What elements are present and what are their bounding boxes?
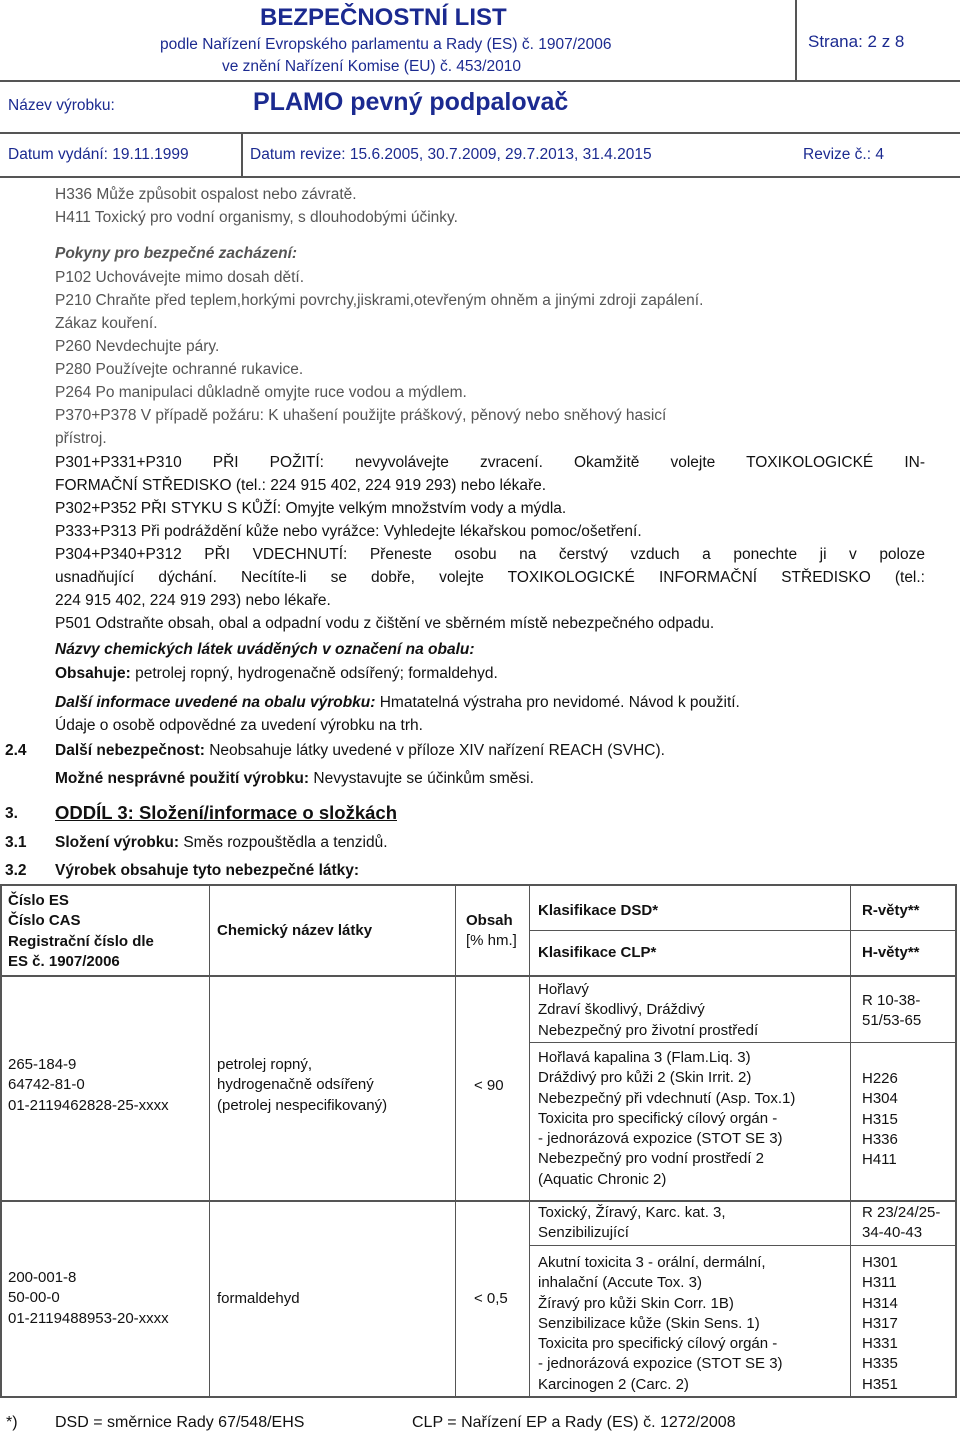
amendment-line: ve znění Nařízení Komise (EU) č. 453/2010 (222, 58, 521, 75)
statement-p264: P264 Po manipulaci důkladně omyjte ruce vodou a mýdlem. (55, 384, 467, 401)
statement-p302: P302+P352 PŘI STYKU S KŮŽÍ: Omyjte velkým množstvím vody a mýdla. (55, 500, 567, 517)
other-info-text: Hmatatelná výstraha pro nevidomé. Návod k použití. (379, 694, 740, 711)
revision-number: Revize č.: 4 (803, 146, 884, 163)
section-3-1-line (55, 834, 388, 852)
section-2-4-label: Další nebezpečnost: (55, 742, 205, 759)
statement-p370: P370+P378 V případě požáru: K uhašení použijte práškový, pěnový nebo sněhový hasicí (55, 407, 667, 424)
header-content: Obsah [% hm.] (466, 912, 517, 950)
contains-label: Obsahuje: (55, 665, 131, 682)
table-row-1-dsd: Hořlavý Zdraví škodlivý, Dráždivý Nebezpečný pro životní prostředí (538, 981, 759, 1039)
section-3-number: 3. (5, 805, 18, 822)
section-3-title-line (55, 802, 397, 824)
table-row-2-dsd: Toxický, Žíravý, Karc. kat. 3, Senzibilizující (538, 1204, 726, 1242)
statement-p260: P260 Nevdechujte páry. (55, 338, 220, 355)
statement-p304-cont: usnadňující dýchání. Necítíte-li se dobře, volejte TOXIKOLOGICKÉ INFORMAČNÍ STŘEDISKO (tel.: (55, 569, 925, 586)
section-3-1-text: Směs rozpouštědla a tenzidů. (183, 834, 388, 851)
statement-p210: P210 Chraňte před teplem,horkými povrchy,jiskrami,otevřeným ohněm a jinými zdroji zapálení. (55, 292, 704, 309)
issue-date: Datum vydání: 19.11.1999 (8, 146, 189, 163)
header-chemical-name: Chemický název látky (217, 922, 373, 939)
statement-h411: H411 Toxický pro vodní organismy, s dlouhodobými účinky. (55, 209, 458, 226)
table-row-1-ids: 265-184-9 64742-81-0 01-2119462828-25-xxxx (8, 1056, 169, 1114)
misuse-label: Možné nesprávné použití výrobku: (55, 770, 310, 787)
misuse-line (55, 770, 534, 788)
section-3-1-number: 3.1 (5, 834, 27, 851)
section-2-4-number: 2.4 (5, 742, 27, 759)
contains-text: petrolej ropný, hydrogenačně odsířený; formaldehyd. (135, 665, 498, 682)
statement-p501: P501 Odstraňte obsah, obal a odpadní vodu z čištění ve sběrném místě nebezpečného odpadu. (55, 615, 715, 632)
footnote-mark: *) (6, 1414, 18, 1431)
header-r-phrases: R-věty** (862, 902, 920, 919)
statement-p102: P102 Uchovávejte mimo dosah dětí. (55, 269, 304, 286)
table-row-1-clp: Hořlavá kapalina 3 (Flam.Liq. 3) Dráždivý pro kůži 2 (Skin Irrit. 2) Nebezpečný při vdechnutí (Asp. Tox.1) Toxicita pro specifický cílový orgán - - jednorázová expozice (STOT SE 3) Nebezpečný pro vodní prostředí 2 (Aquatic Chronic 2) (538, 1049, 796, 1188)
other-info-line (55, 694, 740, 712)
page-number: Strana: 2 z 8 (808, 32, 905, 51)
contains-line (55, 665, 498, 683)
precaution-heading: Pokyny pro bezpečné zacházení: (55, 245, 298, 262)
header-ids: Číslo ES Číslo CAS Registrační číslo dle ES č. 1907/2006 (8, 892, 154, 970)
statement-p210-cont: Zákaz kouření. (55, 315, 158, 332)
table-row-2-clp: Akutní toxicita 3 - orální, dermální, inhalační (Accute Tox. 3) Žíravý pro kůži Skin Corr. 1B) Senzibilizace kůže (Skin Sens. 1) Toxicita pro specifický cílový orgán - - jednorázová expozice (STOT SE 3) Karcinogen 2 (Carc. 2) (538, 1254, 783, 1393)
statement-p301-cont: FORMAČNÍ STŘEDISKO (tel.: 224 915 402, 224 919 293) nebo lékaře. (55, 477, 547, 494)
statement-p370-cont: přístroj. (55, 430, 107, 447)
section-3-1-label: Složení výrobku: (55, 834, 180, 851)
revision-dates: Datum revize: 15.6.2005, 30.7.2009, 29.7.2013, 31.4.2015 (250, 146, 652, 163)
statement-p304: P304+P340+P312 PŘI VDECHNUTÍ: Přeneste osobu na čerstvý vzduch a ponechte ji v poloze (55, 546, 925, 563)
regulation-line: podle Nařízení Evropského parlamentu a Rady (ES) č. 1907/2006 (160, 36, 612, 53)
statement-p280: P280 Používejte ochranné rukavice. (55, 361, 304, 378)
header-dsd: Klasifikace DSD* (538, 902, 659, 919)
document-title: BEZPEČNOSTNÍ LIST (260, 4, 507, 31)
chemical-names-heading: Názvy chemických látek uváděných v označení na obalu: (55, 641, 475, 658)
section-2-4-text: Neobsahuje látky uvedené v příloze XIV nařízení REACH (SVHC). (209, 742, 665, 759)
misuse-text: Nevystavujte se účinkům směsi. (313, 770, 534, 787)
table-row-1-h: H226 H304 H315 H336 H411 (862, 1070, 898, 1169)
table-row-1-content: < 90 (474, 1077, 504, 1094)
table-row-1-r: R 10-38- 51/53-65 (862, 992, 922, 1030)
statement-p333: P333+P313 Při podráždění kůže nebo vyrážce: Vyhledejte lékařskou pomoc/ošetření. (55, 523, 642, 540)
header-h-phrases: H-věty** (862, 944, 920, 961)
product-label: Název výrobku: (8, 97, 115, 114)
other-info-label: Další informace uvedené na obalu výrobku: (55, 694, 376, 711)
table-row-2-name: formaldehyd (217, 1290, 300, 1307)
statement-p301: P301+P331+P310 PŘI POŽITÍ: nevyvolávejte zvracení. Okamžitě volejte TOXIKOLOGICKÉ IN- (55, 454, 925, 471)
statement-h336: H336 Může způsobit ospalost nebo závratě. (55, 186, 357, 203)
section-3-2-label: Výrobek obsahuje tyto nebezpečné látky: (55, 862, 360, 879)
product-name: PLAMO pevný podpalovač (253, 88, 569, 116)
table-row-1-name: petrolej ropný, hydrogenačně odsířený (petrolej nespecifikovaný) (217, 1056, 388, 1114)
table-row-2-ids: 200-001-8 50-00-0 01-2119488953-20-xxxx (8, 1269, 169, 1327)
section-3-title: ODDÍL 3: Složení/informace o složkách (55, 802, 397, 823)
section-3-2-number: 3.2 (5, 862, 27, 879)
section-2-4-line (55, 742, 665, 760)
other-info-text2: Údaje o osobě odpovědné za uvedení výrobku na trh. (55, 717, 423, 734)
table-row-2-h: H301 H311 H314 H317 H331 H335 H351 (862, 1254, 898, 1393)
table-row-2-content: < 0,5 (474, 1290, 508, 1307)
header-clp: Klasifikace CLP* (538, 944, 657, 961)
table-row-2-r: R 23/24/25- 34-40-43 (862, 1204, 941, 1242)
footnote-clp: CLP = Nařízení EP a Rady (ES) č. 1272/2008 (412, 1414, 736, 1431)
footnote-dsd: DSD = směrnice Rady 67/548/EHS (55, 1414, 305, 1431)
statement-p304-cont2: 224 915 402, 224 919 293) nebo lékaře. (55, 592, 331, 609)
